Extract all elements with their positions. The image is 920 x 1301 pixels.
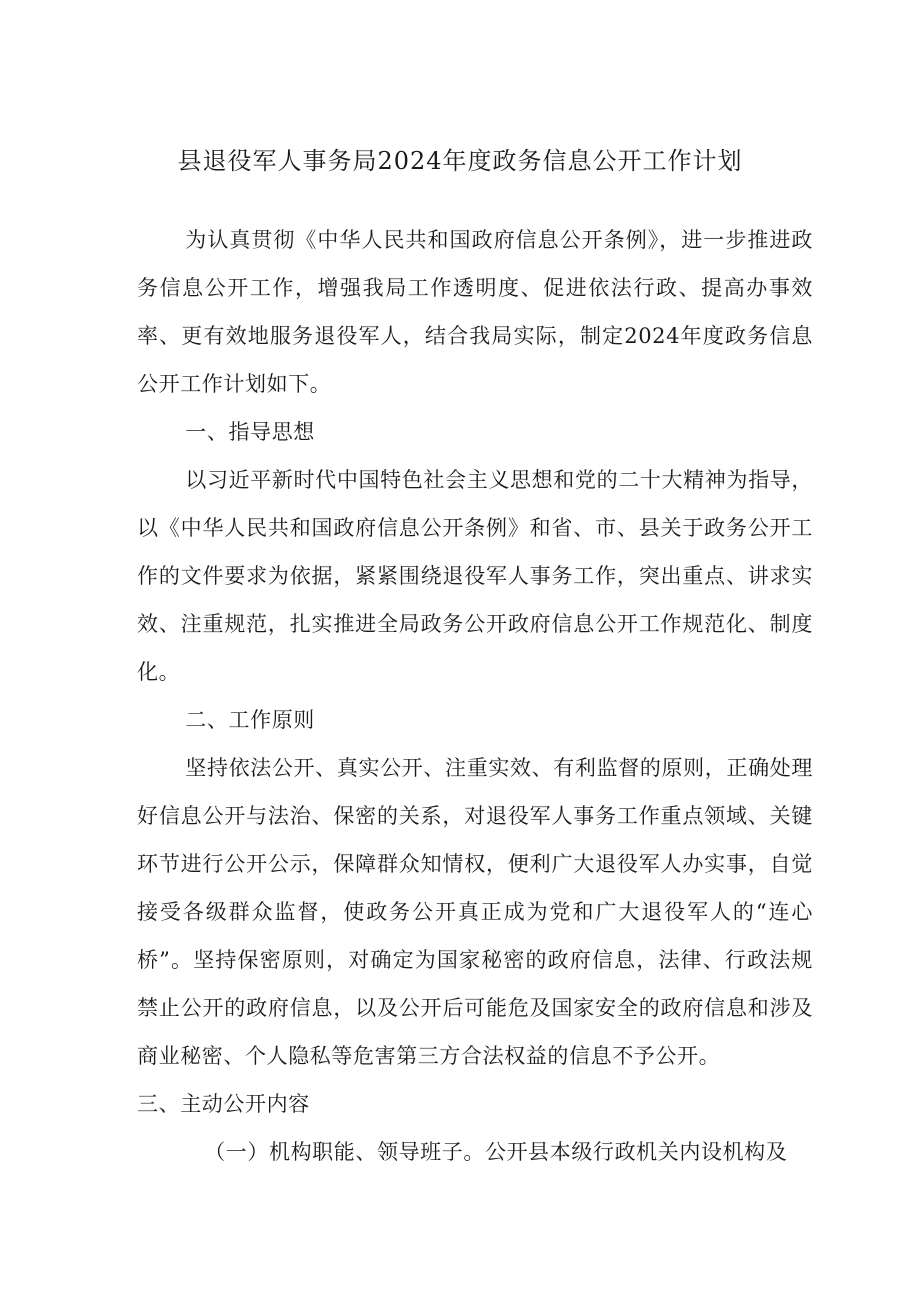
guiding-ideology-paragraph: 以习近平新时代中国特色社会主义思想和党的二十大精神为指导，以《中华人民共和国政府信息公开条例》和省、市、县关于政务公开工作的文件要求为依据，紧紧围绕退役军人事务工作，突出重点、讲求实效、注重规范，扎实推进全局政务公开政府信息公开工作规范化、制度化。 (137, 468, 813, 684)
section-heading-work-principles: 二、工作原则 (185, 708, 315, 732)
active-disclosure-item-1: （一）机构职能、领导班子。公开县本级行政机关内设机构及 (204, 1140, 788, 1164)
section-heading-guiding-ideology: 一、指导思想 (185, 420, 315, 444)
document-title: 县退役军人事务局2024年度政务信息公开工作计划 (177, 147, 743, 175)
intro-paragraph: 为认真贯彻《中华人民共和国政府信息公开条例》，进一步推进政务信息公开工作，增强我局工作透明度、促进依法行政、提高办事效率、更有效地服务退役军人，结合我局实际，制定2024年度政务信息公开工作计划如下。 (137, 228, 813, 396)
work-principles-paragraph: 坚持依法公开、真实公开、注重实效、有利监督的原则，正确处理好信息公开与法治、保密的关系，对退役军人事务工作重点领域、关键环节进行公开公示，保障群众知情权，便利广大退役军人办实事，自觉接受各级群众监督，使政务公开真正成为党和广大退役军人的“连心桥”。坚持保密原则，对确定为国家秘密的政府信息，法律、行政法规禁止公开的政府信息，以及公开后可能危及国家安全的政府信息和涉及商业秘密、个人隐私等危害第三方合法权益的信息不予公开。 (137, 756, 813, 1068)
document-body (137, 216, 813, 1176)
section-heading-active-disclosure: 三、主动公开内容 (137, 1092, 310, 1116)
